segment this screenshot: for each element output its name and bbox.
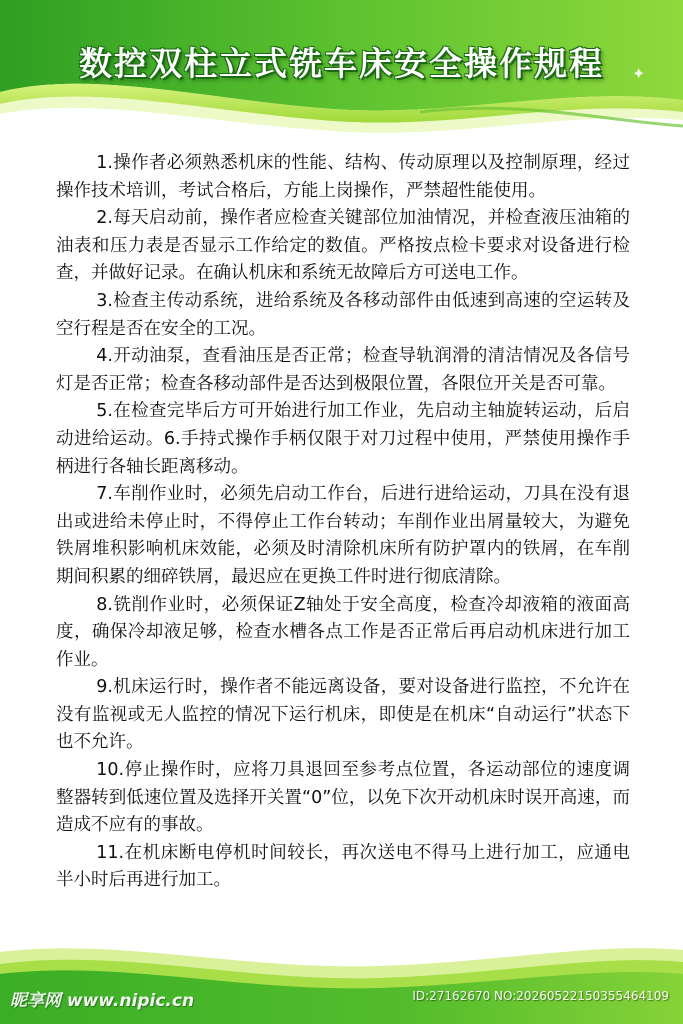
procedure-item: 10.停止操作时，应将刀具退回至参考点位置，各运动部位的速度调整器转到低速位置及选择开关置“0”位，以免下次开动机床时误开高速，而造成不应有的事故。 bbox=[56, 760, 630, 836]
sparkle-icon: ✦ bbox=[632, 64, 646, 83]
procedure-item: 5.在检查完毕后方可开始进行加工作业，先启动主轴旋转运动，后启动进给运动。6.手持式操作手柄仅限于对刀过程中使用，严禁使用操作手柄进行各轴长距离移动。 bbox=[56, 401, 630, 477]
procedure-item: 8.铣削作业时，必须保证Z轴处于安全高度，检查冷却液箱的液面高度，确保冷却液足够，检查水槽各点工作是否正常后再启动机床进行加工作业。 bbox=[56, 594, 630, 670]
procedure-item: 7.车削作业时，必须先启动工作台，后进行进给运动，刀具在没有退出或进给未停止时，不得停止工作台转动；车削作业出屑量较大，为避免铁屑堆积影响机床效能，必须及时清除机床所有防护罩内的铁屑，在车削期间积累的细碎铁屑，最迟应在更换工件时进行彻底清除。 bbox=[56, 484, 630, 587]
procedure-item: 1.操作者必须熟悉机床的性能、结构、传动原理以及控制原理，经过操作技术培训，考试合格后，方能上岗操作，严禁超性能使用。 bbox=[56, 153, 630, 201]
image-id-watermark: ID:27162670 NO:20260522150355464109 bbox=[412, 989, 669, 1003]
page-title: 数控双柱立式铣车床安全操作规程 bbox=[79, 44, 604, 83]
procedure-item: 2.每天启动前，操作者应检查关键部位加油情况，并检查液压油箱的油表和压力表是否显示工作给定的数值。严格按点检卡要求对设备进行检查，并做好记录。在确认机床和系统无故障后方可送电工作。 bbox=[56, 208, 630, 284]
procedure-item: 11.在机床断电停机时间较长，再次送电不得马上进行加工，应通电半小时后再进行加工。 bbox=[56, 842, 630, 891]
procedure-item: 9.机床运行时，操作者不能远离设备，要对设备进行监控，不允许在没有监视或无人监控的情况下运行机床，即使是在机床“自动运行”状态下也不允许。 bbox=[56, 677, 630, 753]
footer-banner bbox=[0, 930, 683, 1024]
site-watermark: 昵享网 www.nipic.cn bbox=[10, 991, 195, 1011]
procedure-list bbox=[56, 150, 630, 895]
header-banner bbox=[0, 0, 683, 150]
procedure-item: 3.检查主传动系统，进给系统及各移动部件由低速到高速的空运转及空行程是否在安全的工况。 bbox=[56, 290, 630, 339]
procedure-item: 4.开动油泵，查看油压是否正常；检查导轨润滑的清洁情况及各信号灯是否正常；检查各移动部件是否达到极限位置，各限位开关是否可靠。 bbox=[56, 346, 630, 394]
